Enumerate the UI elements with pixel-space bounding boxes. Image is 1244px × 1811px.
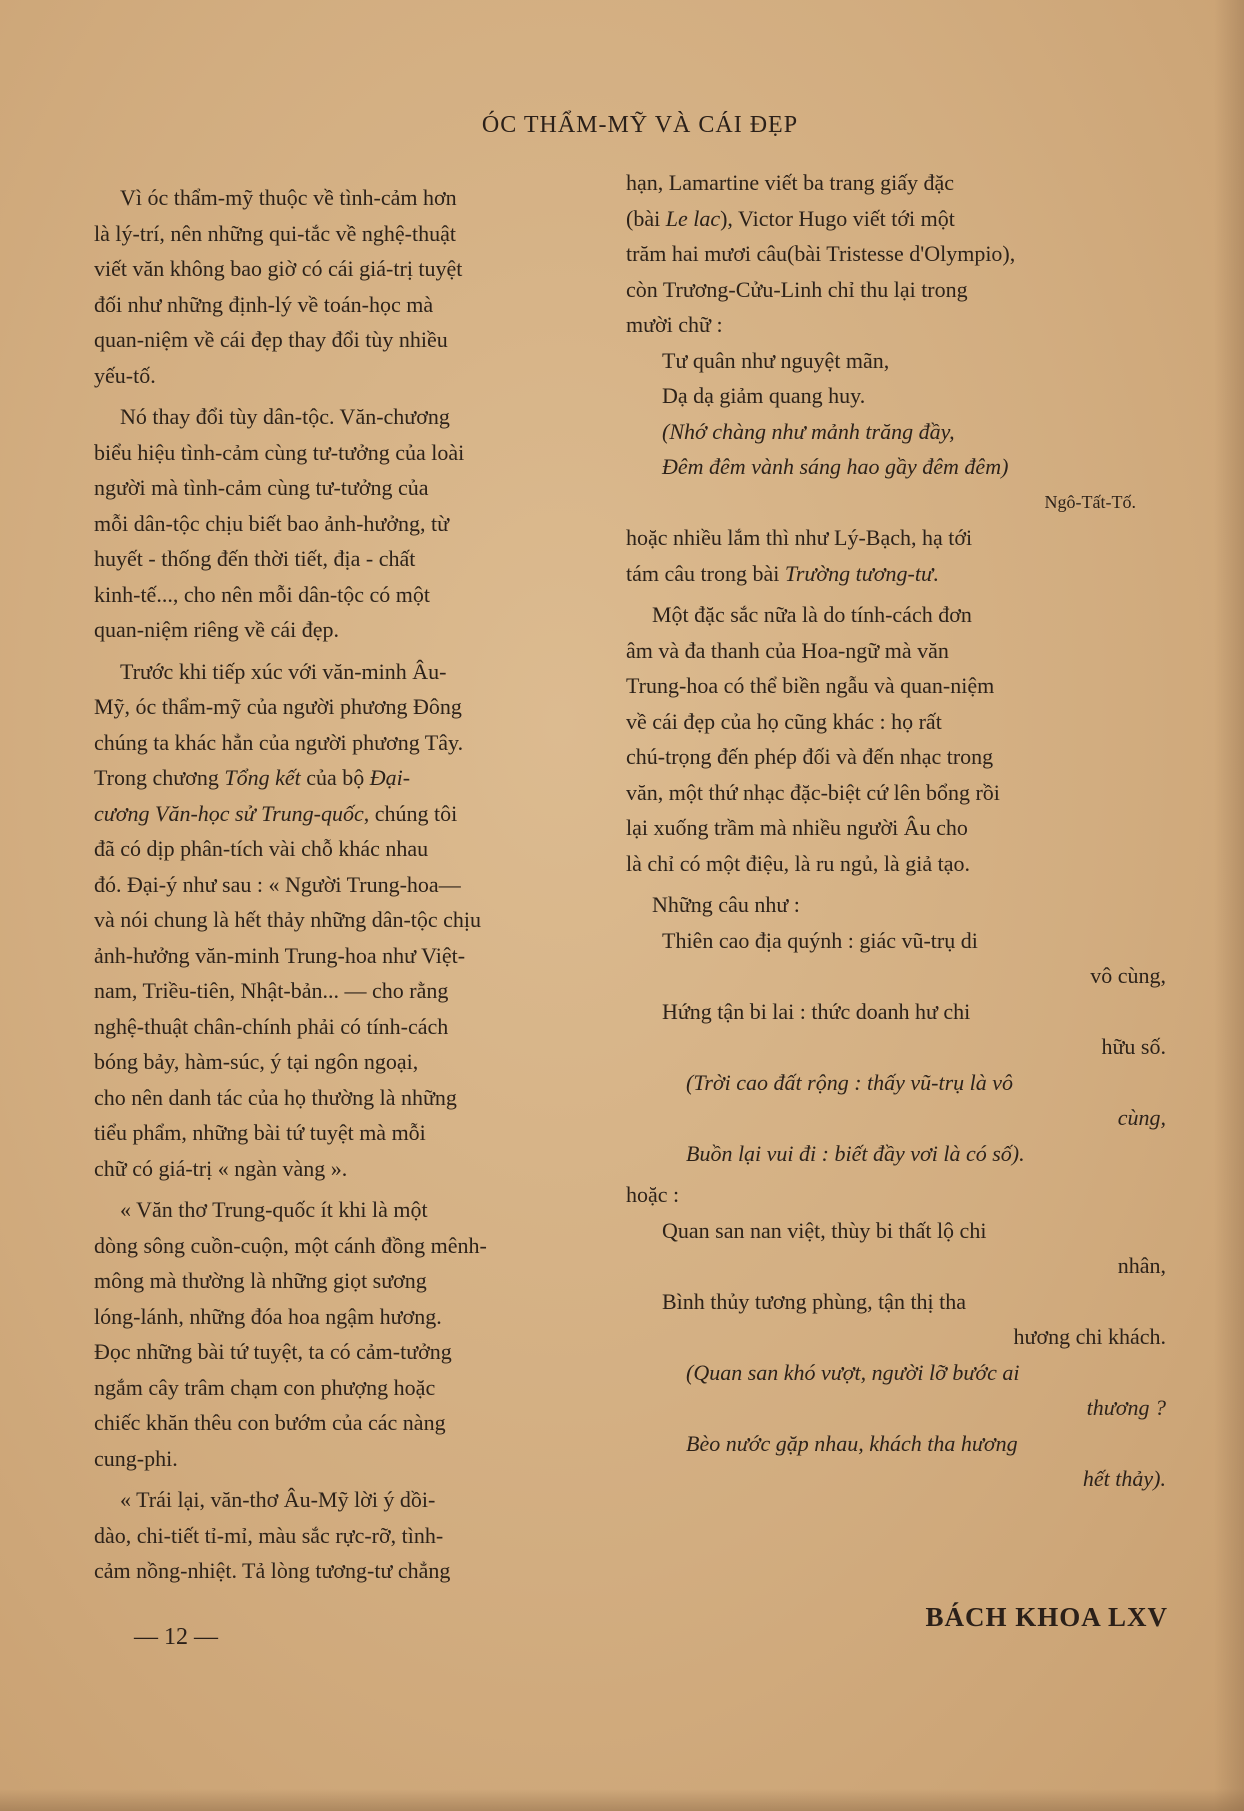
poem-translation: (Trời cao đất rộng : thấy vũ-trụ là vô (686, 1069, 1014, 1095)
book-title: Tổng kết (224, 765, 301, 790)
page-number: — 12 — (134, 1624, 218, 1650)
paragraph-line: ngắm cây trâm chạm con phượng hoặc (94, 1374, 436, 1400)
poem-line: Quan san nan việt, thùy bi thất lộ chi (662, 1217, 987, 1243)
poem-line-continuation: hương chi khách. (1013, 1324, 1166, 1349)
paragraph-line: nghệ-thuật chân-chính phải có tính-cách (94, 1013, 449, 1039)
page-bottom-shadow (0, 1789, 1244, 1811)
paragraph-line: lại xuống trầm mà nhiều người Âu cho (626, 815, 968, 840)
book-title: Đại- (369, 765, 411, 790)
paragraph-line: Những câu như : (652, 892, 800, 917)
translator-credit: Ngô-Tất-Tố. (1044, 491, 1136, 512)
paragraph-line: tám câu trong bài Trường tương-tư. (626, 560, 939, 586)
paragraph-line: bóng bảy, hàm-súc, ý tại ngôn ngoại, (94, 1049, 419, 1074)
paragraph-line: « Văn thơ Trung-quốc ít khi là một (120, 1197, 428, 1222)
paragraph-line: hoặc nhiều lắm thì như Lý-Bạch, hạ tới (626, 525, 973, 550)
paragraph-line: quan-niệm riêng về cái đẹp. (94, 617, 339, 642)
paragraph-line: hoặc : (626, 1182, 680, 1207)
verse-translation: (Nhớ chàng như mảnh trăng đầy, (662, 418, 955, 444)
magazine-title: BÁCH KHOA LXV (925, 1602, 1168, 1632)
paragraph-line: cung-phi. (94, 1445, 178, 1471)
paragraph-line: cho nên danh tác của họ thường là những (94, 1084, 457, 1110)
paragraph-line: Một đặc sắc nữa là do tính-cách đơn (652, 602, 972, 627)
poem-translation-continuation: hết thảy). (1082, 1466, 1166, 1491)
poem-translation: (Quan san khó vượt, người lỡ bước ai (686, 1359, 1020, 1385)
paragraph-line: là chỉ có một điệu, là ru ngủ, là giả tạo. (626, 850, 970, 876)
paragraph-line: đã có dịp phân-tích vài chỗ khác nhau (94, 836, 429, 861)
paragraph-line: Vì óc thẩm-mỹ thuộc về tình-cảm hơn (120, 185, 457, 210)
running-header: ÓC THẨM-MỸ VÀ CÁI ĐẸP (481, 112, 799, 138)
paragraph-line: là lý-trí, nên những qui-tắc về nghệ-thuật (94, 220, 456, 246)
poem-line: Thiên cao địa quýnh : giác vũ-trụ di (662, 927, 978, 953)
poem-line-continuation: nhân, (1117, 1253, 1166, 1278)
paragraph-line: viết văn không bao giờ có cái giá-trị tuyệt (94, 256, 463, 281)
paragraph-line: ảnh-hưởng văn-minh Trung-hoa như Việt- (94, 942, 466, 968)
paragraph-line: tiểu phẩm, những bài tứ tuyệt mà mỗi (94, 1120, 426, 1145)
paragraph-line: nam, Triều-tiên, Nhật-bản... — cho rằng (94, 978, 449, 1003)
right-column (626, 165, 1166, 1497)
paragraph-line: mười chữ : (626, 312, 723, 337)
paragraph-line: Trung-hoa có thể biền ngẫu và quan-niệm (626, 673, 995, 698)
verse-line: Dạ dạ giảm quang huy. (662, 383, 866, 408)
work-title: Le lac (665, 205, 721, 231)
paragraph-line: văn, một thứ nhạc đặc-biệt cứ lên bổng rồi (626, 779, 1000, 805)
poem-line-continuation: hữu số. (1101, 1034, 1166, 1059)
paragraph-line: về cái đẹp của họ cũng khác : họ rất (626, 708, 942, 734)
paragraph-line: mỗi dân-tộc chịu biết bao ảnh-hưởng, từ (94, 510, 450, 536)
paragraph-line: còn Trương-Cửu-Linh chỉ thu lại trong (626, 276, 968, 302)
poem-line: Bình thủy tương phùng, tận thị tha (662, 1288, 967, 1314)
paragraph-line: hạn, Lamartine viết ba trang giấy đặc (626, 170, 955, 195)
paragraph-line: lóng-lánh, những đóa hoa ngậm hương. (94, 1303, 442, 1329)
work-title: Trường tương-tư (784, 560, 933, 586)
paragraph-line: người mà tình-cảm cùng tư-tưởng của (94, 475, 429, 500)
paragraph-line: Trước khi tiếp xúc với văn-minh Âu- (120, 658, 447, 684)
verse-line: Tư quân như nguyệt mãn, (662, 347, 890, 373)
paragraph-line: và nói chung là hết thảy những dân-tộc chịu (94, 907, 482, 932)
paragraph-line: (bài Le lac), Victor Hugo viết tới một (626, 205, 955, 231)
paragraph-line: chữ có giá-trị « ngàn vàng ». (94, 1155, 348, 1181)
paragraph-line: huyết - thống đến thời tiết, địa - chất (94, 546, 416, 571)
paragraph-line: kinh-tế..., cho nên mỗi dân-tộc có một (94, 581, 431, 607)
poem-translation-continuation: cùng, (1117, 1105, 1166, 1130)
paragraph-line: « Trái lại, văn-thơ Âu-Mỹ lời ý dồi- (120, 1487, 436, 1512)
left-column (94, 180, 624, 1589)
paragraph-line: Trong chương Tổng kết của bộ Đại- (94, 765, 411, 790)
paragraph-line: biểu hiệu tình-cảm cùng tư-tưởng của loài (94, 439, 465, 465)
book-title: cương Văn-học sử Trung-quốc (94, 800, 364, 826)
paragraph-line: chú-trọng đến phép đối và đến nhạc trong (626, 744, 994, 769)
paragraph-line: đối như những định-lý về toán-học mà (94, 291, 434, 317)
poem-translation: Buồn lại vui đi : biết đầy vơi là có số). (686, 1140, 1025, 1166)
paragraph-line: âm và đa thanh của Hoa-ngữ mà văn (626, 637, 949, 663)
poem-line: Hứng tận bi lai : thức doanh hư chi (662, 998, 971, 1024)
paragraph-line: trăm hai mươi câu(bài Tristesse d'Olympio), (626, 241, 1016, 266)
page-edge-shadow (1214, 0, 1244, 1811)
poem-translation-continuation: thương ? (1086, 1395, 1166, 1420)
paragraph-line: đó. Đại-ý như sau : « Người Trung-hoa— (94, 871, 461, 897)
paragraph-line: dòng sông cuồn-cuộn, một cánh đồng mênh- (94, 1232, 487, 1258)
verse-translation: Đêm đêm vành sáng hao gầy đêm đêm) (662, 454, 1009, 479)
paragraph-line: Mỹ, óc thẩm-mỹ của người phương Đông (94, 694, 462, 719)
paragraph-line: chúng ta khác hẳn của người phương Tây. (94, 729, 464, 755)
paragraph-line: cương Văn-học sử Trung-quốc, chúng tôi (94, 800, 458, 826)
paragraph-line: dào, chi-tiết tỉ-mỉ, màu sắc rực-rỡ, tình- (94, 1522, 444, 1548)
poem-translation: Bèo nước gặp nhau, khách tha hương (686, 1430, 1018, 1456)
paragraph-line: Đọc những bài tứ tuyệt, ta có cảm-tưởng (94, 1339, 452, 1364)
paragraph-line: Nó thay đổi tùy dân-tộc. Văn-chương (120, 404, 450, 429)
paragraph-line: cảm nồng-nhiệt. Tả lòng tương-tư chẳng (94, 1558, 451, 1583)
paragraph-line: mông mà thường là những giọt sương (94, 1268, 427, 1293)
paragraph-line: chiếc khăn thêu con bướm của các nàng (94, 1410, 446, 1435)
paragraph-line: yếu-tố. (94, 362, 156, 388)
paragraph-line: quan-niệm về cái đẹp thay đổi tùy nhiều (94, 327, 448, 352)
poem-line-continuation: vô cùng, (1090, 963, 1166, 988)
